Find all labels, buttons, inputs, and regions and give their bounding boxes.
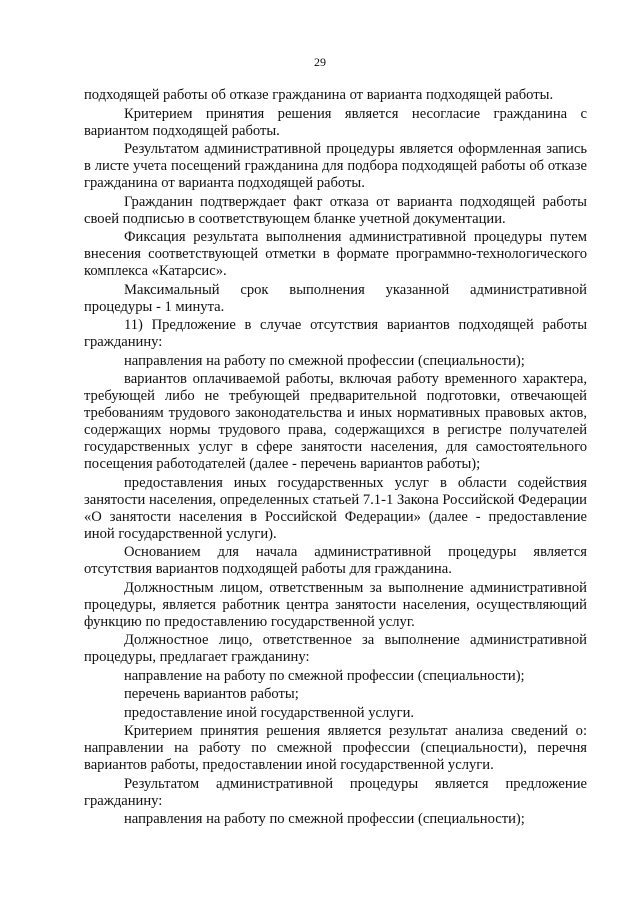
list-item: направление на работу по смежной профессии (специальности); [124,667,525,684]
list-item: вариантов оплачиваемой работы, включая работу временного характера, требующей либо не требующей предварительной подготовки, отвечающей требованиям трудового законодательства и иных нормативных правовых актов, содержащих нормы трудового права, содержащихся в регистре получателей государственных услуг в сфере занятости населения, для самостоятельного посещения работодателей (далее - перечень вариантов работы); [84,371,587,472]
list-item: предоставления иных государственных услуг в области содействия занятости населения, определенных статьей 7.1-1 Закона Российской Федерации «О занятости населения в Российской Федерации» (далее - предоставление иной государственной услуги). [84,474,587,542]
paragraph: Результатом административной процедуры является предложение гражданину: [84,775,587,809]
list-item: направления на работу по смежной профессии (специальности); [124,811,525,827]
paragraph: Критерием принятия решения является результат анализа сведений о: направлении на работу по смежной профессии (специальности), перечня вариантов работы, предоставлении иной государственной услуги. [84,723,587,773]
paragraph: подходящей работы об отказе гражданина от варианта подходящей работы. [84,87,554,103]
page-number: 29 [314,55,326,69]
paragraph: Гражданин подтверждает факт отказа от варианта подходящей работы своей подписью в соответствующем бланке учетной документации. [84,193,587,227]
document-body [84,87,587,830]
list-item: направления на работу по смежной профессии (специальности); [124,352,525,369]
list-item: предоставление иной государственной услуги. [124,704,415,721]
paragraph: Основанием для начала административной процедуры является отсутствия вариантов подходящей работы для гражданина. [84,544,587,577]
paragraph: Критерием принятия решения является несогласие гражданина с вариантом подходящей работы. [84,105,587,139]
paragraph: 11) Предложение в случае отсутствия вариантов подходящей работы гражданину: [84,317,587,350]
paragraph: Фиксация результата выполнения административной процедуры путем внесения соответствующей отметки в формате программно-технологического комплекса «Катарсис». [84,229,587,279]
paragraph: Максимальный срок выполнения указанной административной процедуры - 1 минута. [84,281,587,315]
paragraph: Результатом административной процедуры является оформленная запись в листе учета посещений гражданина для подбора подходящей работы об отказе гражданина от варианта подходящей работы. [84,141,587,191]
list-item: перечень вариантов работы; [124,686,299,702]
paragraph: Должностным лицом, ответственным за выполнение административной процедуры, является работник центра занятости населения, осуществляющий функцию по предоставлению государственной услуг. [84,579,587,630]
paragraph: Должностное лицо, ответственное за выполнение административной процедуры, предлагает гражданину: [84,632,587,665]
